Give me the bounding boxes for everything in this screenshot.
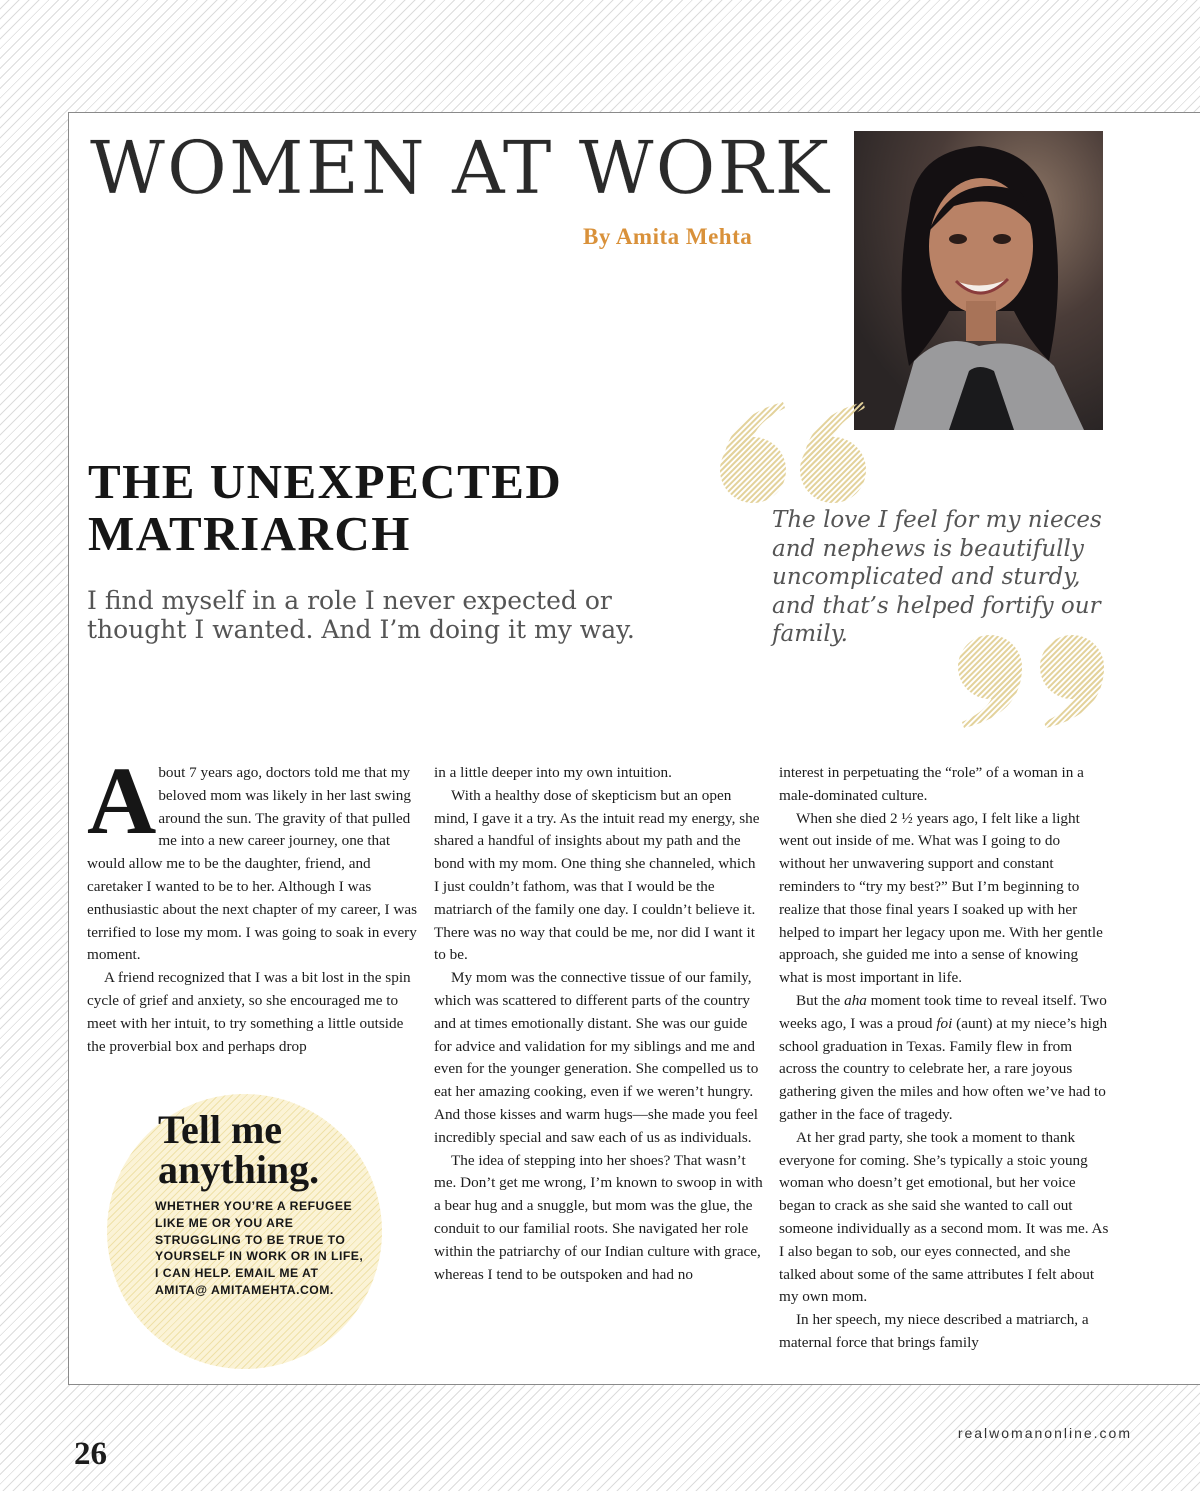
pull-quote: The love I feel for my nieces and nephews is beautifully uncomplicated and sturdy, and that’s helped fortify our family.: [772, 507, 1102, 647]
paragraph: A friend recognized that I was a bit lost in the spin cycle of grief and anxiety, so she encouraged me to meet with her intuit, to try something a little outside the proverbial box and perhaps drop: [87, 969, 411, 1055]
website-link[interactable]: realwomanonline.com: [957, 1425, 1132, 1441]
article-column-1: [87, 747, 418, 1058]
paragraph: In her speech, my niece described a matriarch, a maternal force that brings family: [779, 1311, 1089, 1351]
article-column-2: [434, 762, 764, 1286]
author-photo: [854, 131, 1103, 430]
paragraph: But the aha moment took time to reveal itself. Two weeks ago, I was a proud foi (aunt) at my niece’s high school graduation in Texas. Family flew in from across the country to celebrate her, a rare joyous gathering given the miles and how often we’ve had to gather in the face of tragedy.: [779, 991, 1108, 1123]
paragraph: interest in perpetuating the “role” of a woman in a male-dominated culture.: [779, 764, 1084, 804]
open-quote-icon: [713, 398, 878, 508]
deck: I find myself in a role I never expected or thought I wanted. And I’m doing it my way.: [87, 586, 635, 644]
paragraph: When she died 2 ½ years ago, I felt like a light went out inside of me. What was I going to do without her unwavering support and constant reminders to “try my best?” But I’m beginning to realize that those final years I soaked up with her helped to impart her legacy upon me. With her gentle approach, she guided me into a sense of knowing what is most important in life.: [779, 809, 1103, 987]
sidebar-title: Tell me anything.: [158, 1107, 320, 1192]
page-number: 26: [74, 1436, 107, 1472]
section-title: WOMEN AT WORK: [90, 126, 831, 211]
paragraph: in a little deeper into my own intuition.: [434, 764, 672, 781]
paragraph: The idea of stepping into her shoes? That wasn’t me. Don’t get me wrong, I’m known to swoop in with a bear hug and a snuggle, but mom was the glue, the conduit to our familial roots. She navigated her role within the patriarchy of our Indian culture with grace, whereas I tend to be outspoken and had no: [434, 1151, 763, 1283]
article-column-3: [779, 762, 1109, 1355]
byline: By Amita Mehta: [583, 224, 753, 249]
close-quote-icon: [950, 632, 1115, 732]
paragraph: My mom was the connective tissue of our family, which was scattered to different parts of the country and at times emotionally distant. She was our guide for advice and validation for my siblings and me and even for the younger generation. She compelled us to eat her amazing cooking, even if we weren’t hungry. And those kisses and warm hugs—she made you feel incredibly special and saw each of us as individuals.: [434, 969, 759, 1146]
drop-cap: A: [87, 747, 157, 854]
paragraph: About 7 years ago, doctors told me that my beloved mom was likely in her last swing around the sun. The gravity of that pulled me into a new career journey, one that would allow me to be the daughter, friend, and caretaker I wanted to be to her. Although I was enthusiastic about the next chapter of my career, I was terrified to lose my mom. I was going to soak in every moment.: [87, 747, 418, 964]
paragraph: At her grad party, she took a moment to thank everyone for coming. She’s typically a stoic young woman who doesn’t get emotional, but her voice began to crack as she said she wanted to call out someone individually as a second mom. It was me. As I also began to sob, our eyes connected, and she talked about some of the same attributes I felt about my own mom.: [779, 1128, 1109, 1306]
sidebar-text: WHETHER YOU’RE A REFUGEE LIKE ME OR YOU ARE STRUGGLING TO BE TRUE TO YOURSELF IN WORK OR IN LIFE, I CAN HELP. EMAIL ME AT AMITA@ AMITAMEHTA.COM.: [155, 1199, 364, 1297]
paragraph: With a healthy dose of skepticism but an open mind, I gave it a try. As the intuit read my energy, she shared a handful of insights about my path and the bond with my mom. One thing she channeled, which I just couldn’t fathom, was that I would be the matriarch of the family one day. I couldn’t believe it. There was no way that could be me, nor did I want it to be.: [434, 786, 760, 964]
headline: THE UNEXPECTED MATRIARCH: [88, 454, 563, 561]
